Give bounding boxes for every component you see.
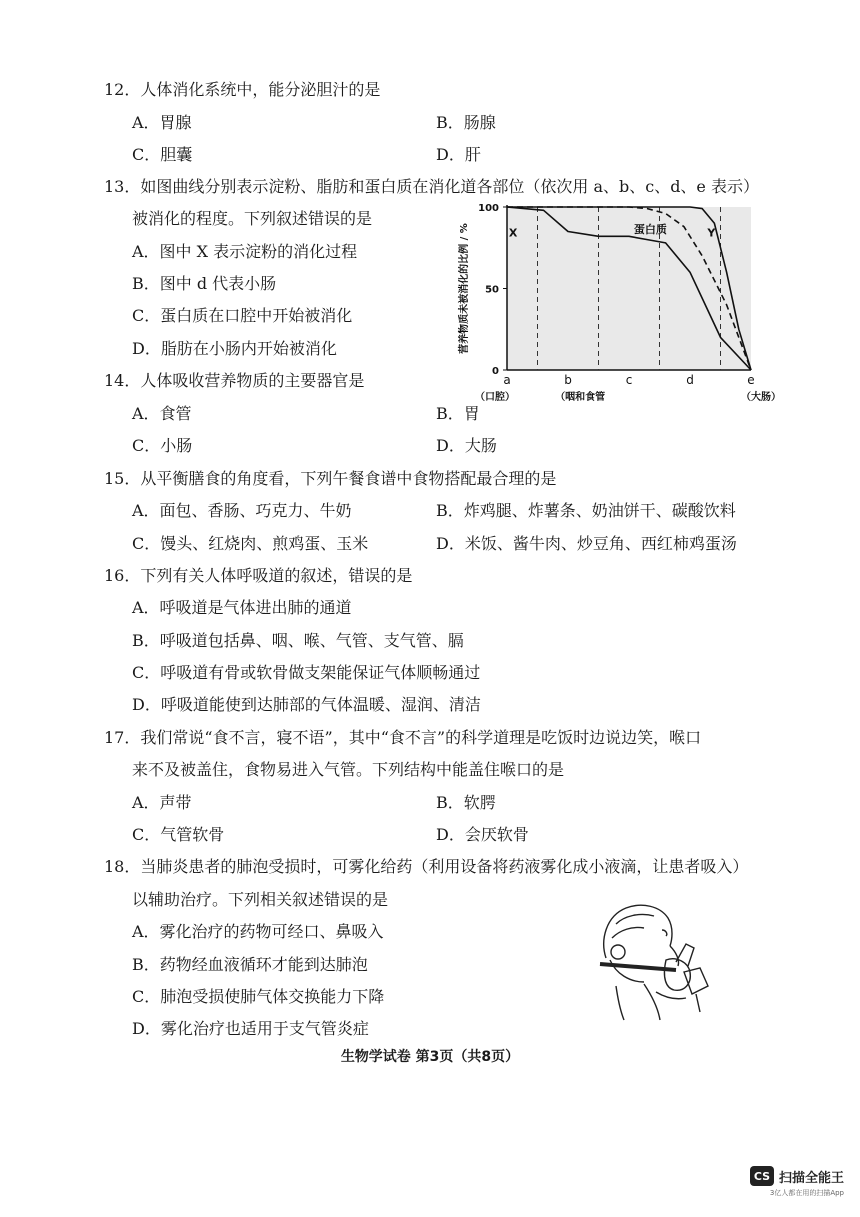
q13-option-b: B．图中 d 代表小肠 xyxy=(132,274,277,293)
x-region-label: （大肠） xyxy=(741,392,781,403)
scanner-tagline: 3亿人都在用的扫描App xyxy=(769,1189,844,1197)
q17-option-a: A．声带 xyxy=(132,793,192,812)
q14-option-b: B．胃 xyxy=(436,404,480,423)
x-category-label: a xyxy=(503,373,511,387)
q18-option-d: D．雾化治疗也适用于支气管炎症 xyxy=(132,1019,369,1038)
q17-option-b: B．软腭 xyxy=(436,793,496,812)
y-axis-label: 营养物质未被消化的比例 / % xyxy=(459,223,470,354)
series-label: Y xyxy=(707,226,716,240)
x-category-label: e xyxy=(747,373,755,387)
x-region-label: （口腔） xyxy=(475,392,515,403)
q16-option-b: B．呼吸道包括鼻、咽、喉、气管、支气管、膈 xyxy=(132,631,464,650)
scanner-logo: CS xyxy=(750,1166,774,1186)
q15-option-b: B．炸鸡腿、炸薯条、奶油饼干、碳酸饮料 xyxy=(436,501,736,520)
nebulizer-illustration xyxy=(596,900,720,1022)
q13-stem-line2: 被消化的程度。下列叙述错误的是 xyxy=(132,209,373,228)
series-label: 蛋白质 xyxy=(633,223,667,237)
q13-option-d: D．脂肪在小肠内开始被消化 xyxy=(132,339,337,358)
y-tick-label: 100 xyxy=(478,203,499,214)
digestion-chart-svg xyxy=(455,196,781,411)
q12-stem: 12．人体消化系统中，能分泌胆汁的是 xyxy=(104,80,381,99)
q16-option-a: A．呼吸道是气体进出肺的通道 xyxy=(132,598,352,617)
x-category-label: b xyxy=(564,373,572,387)
x-category-label: d xyxy=(686,373,694,387)
x-region-label: （咽和食管 xyxy=(555,392,606,403)
q15-option-c: C．馒头、红烧肉、煎鸡蛋、玉米 xyxy=(132,534,369,553)
q14-option-d: D．大肠 xyxy=(436,436,497,455)
q17-option-d: D．会厌软骨 xyxy=(436,825,529,844)
q13-stem-line1: 13．如图曲线分别表示淀粉、脂肪和蛋白质在消化道各部位（依次用 a、b、c、d、e 表示） xyxy=(104,177,759,196)
q14-option-a: A．食管 xyxy=(132,404,192,423)
y-tick-label: 50 xyxy=(485,284,499,296)
q12-option-b: B．肠腺 xyxy=(436,113,496,132)
x-category-label: c xyxy=(625,373,633,387)
scanner-name: 扫描全能王 xyxy=(778,1170,844,1186)
q14-option-c: C．小肠 xyxy=(132,436,193,455)
q15-stem: 15．从平衡膳食的角度看，下列午餐食谱中食物搭配最合理的是 xyxy=(104,469,557,488)
q12-option-c: C．胆囊 xyxy=(132,145,193,164)
scanner-watermark xyxy=(750,1166,844,1198)
nebulizer-patient-figure xyxy=(596,900,720,1022)
q13-option-a: A．图中 X 表示淀粉的消化过程 xyxy=(132,242,358,261)
q16-option-c: C．呼吸道有骨或软骨做支架能保证气体顺畅通过 xyxy=(132,663,481,682)
q13-option-c: C．蛋白质在口腔中开始被消化 xyxy=(132,306,353,325)
q18-stem-line1: 18．当肺炎患者的肺泡受损时，可雾化给药（利用设备将药液雾化成小液滴，让患者吸入） xyxy=(104,857,749,876)
q14-stem: 14．人体吸收营养物质的主要器官是 xyxy=(104,371,365,390)
q17-stem-line1: 17．我们常说“食不言，寝不语”，其中“食不言”的科学道理是吃饭时边说边笑，喉口 xyxy=(104,728,702,747)
q18-option-b: B．药物经血液循环才能到达肺泡 xyxy=(132,955,368,974)
series-label: X xyxy=(508,226,518,240)
q12-option-a: A．胃腺 xyxy=(132,113,192,132)
q17-stem-line2: 来不及被盖住，食物易进入气管。下列结构中能盖住喉口的是 xyxy=(132,760,565,779)
y-tick-label: 0 xyxy=(492,366,499,377)
digestion-chart xyxy=(455,196,781,411)
q16-stem: 16．下列有关人体呼吸道的叙述，错误的是 xyxy=(104,566,413,585)
q15-option-a: A．面包、香肠、巧克力、牛奶 xyxy=(132,501,352,520)
q12-option-d: D．肝 xyxy=(436,145,481,164)
q16-option-d: D．呼吸道能使到达肺部的气体温暖、湿润、清洁 xyxy=(132,695,481,714)
q15-option-d: D．米饭、酱牛肉、炒豆角、西红柿鸡蛋汤 xyxy=(436,534,737,553)
q17-option-c: C．气管软骨 xyxy=(132,825,225,844)
q18-option-c: C．肺泡受损使肺气体交换能力下降 xyxy=(132,987,385,1006)
q18-stem-line2: 以辅助治疗。下列相关叙述错误的是 xyxy=(132,890,389,909)
page-footer: 生物学试卷 第3页（共8页） xyxy=(340,1049,520,1065)
q18-option-a: A．雾化治疗的药物可经口、鼻吸入 xyxy=(132,922,384,941)
